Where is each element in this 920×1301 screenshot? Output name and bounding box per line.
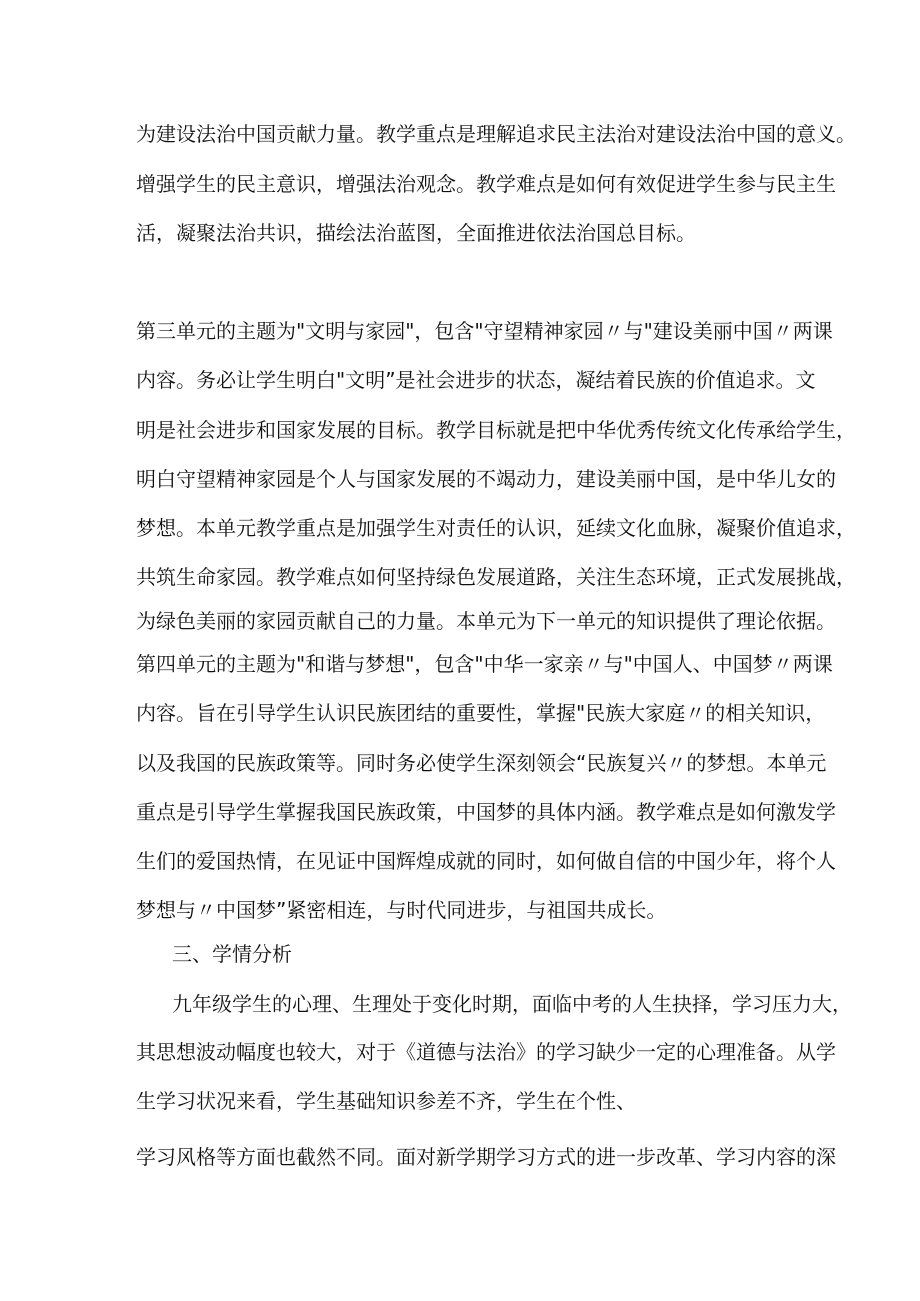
paragraph-3-line-2: 其思想波动幅度也较大，对于《道德与法治》的学习缺少一定的心理准备。从学	[136, 1040, 836, 1064]
paragraph-3-line-3: 生学习状况来看，学生基础知识参差不齐，学生在个性、	[136, 1089, 636, 1113]
paragraph-2-line-9: 内容。旨在引导学生认识民族团结的重要性，掌握"民族大家庭〃的相关知识，	[136, 701, 826, 725]
paragraph-1-line-2: 增强学生的民主意识，增强法治观念。教学难点是如何有效促进学生参与民主生	[136, 172, 836, 196]
paragraph-2-line-1: 第三单元的主题为"文明与家园"，包含"守望精神家园〃与"建设美丽中国〃两课	[136, 319, 833, 343]
paragraph-2-line-3: 明是社会进步和国家发展的目标。教学目标就是把中华优秀传统文化传承给学生，	[136, 418, 856, 442]
paragraph-3-line-4: 学习风格等方面也截然不同。面对新学期学习方式的进一步改革、学习内容的深	[136, 1145, 836, 1169]
paragraph-2-line-8: 第四单元的主题为"和谐与梦想"，包含"中华一家亲〃与"中国人、中国梦〃两课	[136, 652, 833, 676]
paragraph-1-line-1: 为建设法治中国贡献力量。教学重点是理解追求民主法治对建设法治中国的意义。	[136, 122, 856, 146]
paragraph-2-line-12: 生们的爱国热情，在见证中国辉煌成就的同时，如何做自信的中国少年，将个人	[136, 849, 836, 873]
paragraph-2-line-5: 梦想。本单元教学重点是加强学生对责任的认识，延续文化血脉，凝聚价值追求，	[136, 516, 856, 540]
paragraph-2-line-11: 重点是引导学生掌握我国民族政策，中国梦的具体内涵。教学难点是如何激发学	[136, 800, 836, 824]
paragraph-2-line-6: 共筑生命家园。教学难点如何坚持绿色发展道路，关注生态环境，正式发展挑战，	[136, 565, 856, 589]
paragraph-1-line-3: 活，凝聚法治共识，描绘法治蓝图，全面推进依法治国总目标。	[136, 221, 696, 245]
paragraph-3-line-1: 九年级学生的心理、生理处于变化时期，面临中考的人生抉择，学习压力大，	[172, 992, 852, 1016]
paragraph-2-line-10: 以及我国的民族政策等。同时务必使学生深刻领会“民族复兴〃的梦想。本单元	[136, 751, 827, 775]
paragraph-2-line-13: 梦想与〃中国梦”紧密相连，与时代同进步，与祖国共成长。	[136, 898, 667, 922]
paragraph-2-line-4: 明白守望精神家园是个人与国家发展的不竭动力，建设美丽中国，是中华儿女的	[136, 467, 836, 491]
paragraph-2-line-2: 内容。务必让学生明白"文明”是社会进步的状态，凝结着民族的价值追求。文	[136, 368, 816, 392]
paragraph-2-line-7: 为绿色美丽的家园贡献自己的力量。本单元为下一单元的知识提供了理论依据。	[136, 609, 836, 633]
section-heading: 三、学情分析	[172, 942, 292, 966]
